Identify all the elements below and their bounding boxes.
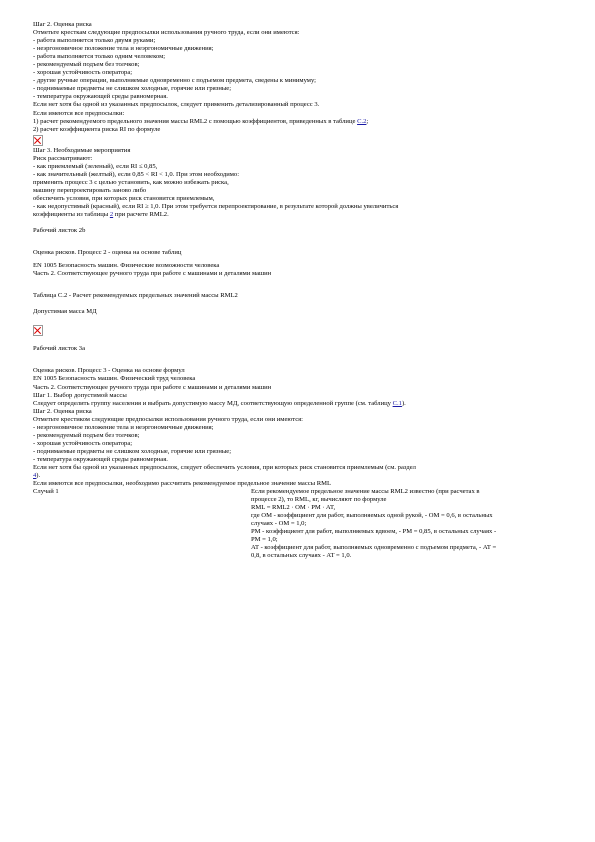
risk-yellow: - как значительный (желтый), если 0,85 < RI < 1,0. При этом необходимо: xyxy=(33,170,240,178)
risk-action: обеспечить условия, при которых риск становится приемлемым, xyxy=(33,194,215,202)
case-1-line: 0,8, в остальных случаях - AT = 1,0. xyxy=(251,552,352,560)
step1-text: Следует определить группу населения и выбрать допустимую массу МД, соответствующую определенной группе (см. таблицу C.1). xyxy=(33,399,406,407)
table-c2-link[interactable]: C.2 xyxy=(357,117,367,125)
missing-condition-note: Если нет хотя бы одной из указанных предпосылок, следует применить детализированный процесс 3. xyxy=(33,101,320,109)
allowed-mass-label: Допустимая масса MД xyxy=(33,308,97,316)
condition-item: - температура окружающей среды равномерная. xyxy=(33,455,168,463)
case-1-line: Если рекомендуемое предельное значение массы RML2 известно (при расчетах в xyxy=(251,488,480,496)
case-1-line: PM = 1,0; xyxy=(251,536,278,544)
missing-condition-note-cont: 4). xyxy=(33,472,41,480)
case-1-label: Случай 1 xyxy=(33,488,59,496)
condition-item: - поднимаемые предметы не слишком холодные, горячие или грязные; xyxy=(33,85,232,93)
risk-action: применить процесс 3 с целью установить, как можно избежать риска, xyxy=(33,178,229,186)
case-1-formula: RML = RML2 · OM · PM · AT, xyxy=(251,504,336,512)
case-1-line: случаях - OM = 1,0; xyxy=(251,520,307,528)
step3-heading: Шаг 3. Необходимые мероприятия xyxy=(33,146,131,154)
table-c1-link[interactable]: C.1 xyxy=(392,399,402,407)
document-page xyxy=(33,21,573,561)
table-c2-caption: Таблица C.2 - Расчет рекомендуемых предельных значений массы RML2 xyxy=(33,292,238,300)
condition-item: - другие ручные операции, выполняемые одновременно с подъемом предмета, сведены к минимуму; xyxy=(33,77,317,85)
condition-item: - хорошая устойчивость оператора; xyxy=(33,69,133,77)
case-1-line: PM - коэффициент для работ, выполняемых вдвоем, - PM = 0,85, в остальных случаях - xyxy=(251,528,497,536)
case-1-description xyxy=(251,488,573,560)
table-2-link[interactable]: 2 xyxy=(109,211,114,219)
step3-section xyxy=(33,147,573,219)
condition-item: - работа выполняется только одним человеком; xyxy=(33,53,166,61)
standard-title: EN 1005 Безопасность машин. Физические возможности человека xyxy=(33,262,220,270)
process3-title: Оценка рисков. Процесс 3 - Оценка на основе формул xyxy=(33,367,185,375)
process2-title: Оценка рисков. Процесс 2 - оценка на основе таблиц xyxy=(33,249,182,257)
case-1-line: процессе 2), то RML, кг, вычисляют по формуле xyxy=(251,496,387,504)
calc-step-1: 1) расчет рекомендуемого предельного значения массы RML2 с помощью коэффициентов, приведенных в таблице C.2; xyxy=(33,117,369,125)
step1-heading: Шаг 1. Выбор допустимой массы xyxy=(33,391,127,399)
risk-red: - как недопустимый (красный), если RI ≥ 1,0. При этом требуется перепроектирование, в результате которой должны увеличиться xyxy=(33,202,399,210)
missing-condition-note: Если нет хотя бы одной из указанных предпосылок, следует обеспечить условия, при которых риск становится приемлемым (см. раздел xyxy=(33,463,416,471)
condition-item: - поднимаемые предметы не слишком холодные, горячие или грязные; xyxy=(33,447,232,455)
step2-heading: Шаг 2. Оценка риска xyxy=(33,407,92,415)
all-conditions-note: Если имеются все предпосылки: xyxy=(33,109,125,117)
condition-item: - неэргономичное положение тела и неэргономичные движения; xyxy=(33,423,214,431)
condition-item: - работа выполняется только двумя руками; xyxy=(33,37,156,45)
case-1-line: где OM - коэффициент для работ, выполняемых одной рукой, - OM = 0,6, в остальных xyxy=(251,512,493,520)
section-4-link[interactable]: 4 xyxy=(33,472,37,480)
broken-image-icon xyxy=(33,135,43,146)
condition-item: - хорошая устойчивость оператора; xyxy=(33,439,133,447)
case-1-line: AT - коэффициент для работ, выполняемых одновременно с подъемом предмета, - AT = xyxy=(251,544,497,552)
all-conditions-note: Если имеются все предпосылки, необходимо рассчитать рекомендуемое предельное значение массы RML xyxy=(33,480,332,488)
step2-heading: Шаг 2. Оценка риска xyxy=(33,21,92,28)
process3-section xyxy=(33,367,573,488)
worksheet-3a-title: Рабочий листок 3a xyxy=(33,345,86,353)
step2-section xyxy=(33,21,573,147)
step2-instruction: Отметьте крестиком следующие предпосылки использования ручного труда, если они имеются: xyxy=(33,415,303,423)
worksheet-2b-title: Рабочий листок 2b xyxy=(33,227,86,235)
case-1-row xyxy=(33,488,573,560)
standard-part: Часть 2. Соответствующее ручного труда при работе с машинами и деталями машин xyxy=(33,270,272,278)
broken-image-icon xyxy=(33,325,43,336)
condition-item: - рекомендуемый подъем без толчков; xyxy=(33,431,140,439)
calc-step-2: 2) расчет коэффициента риска RI по формуле xyxy=(33,125,161,133)
condition-item: - неэргономичное положение тела и неэргономичные движения; xyxy=(33,45,214,53)
step2-instruction: Отметьте кресткам следующие предпосылки использования ручного труда, если они имеются: xyxy=(33,29,300,37)
condition-item: - рекомендуемый подъем без толчков; xyxy=(33,61,140,69)
standard-title: EN 1005 Безопасность машин. Физический труд человека xyxy=(33,375,196,383)
risk-green: - как приемлемый (зеленый), если RI ≤ 0,85, xyxy=(33,162,158,170)
risk-action: машину перепроектировать заново либо xyxy=(33,186,147,194)
standard-part: Часть 2. Соответствующее ручного труда при работе с машинами и деталями машин xyxy=(33,383,272,391)
risk-red-cont: коэффициенты из таблицы 2 при расчете RML2. xyxy=(33,211,169,219)
process2-section xyxy=(33,249,573,278)
risk-intro: Риск рассматривают: xyxy=(33,154,93,162)
condition-item: - температура окружающей среды равномерная. xyxy=(33,93,168,101)
